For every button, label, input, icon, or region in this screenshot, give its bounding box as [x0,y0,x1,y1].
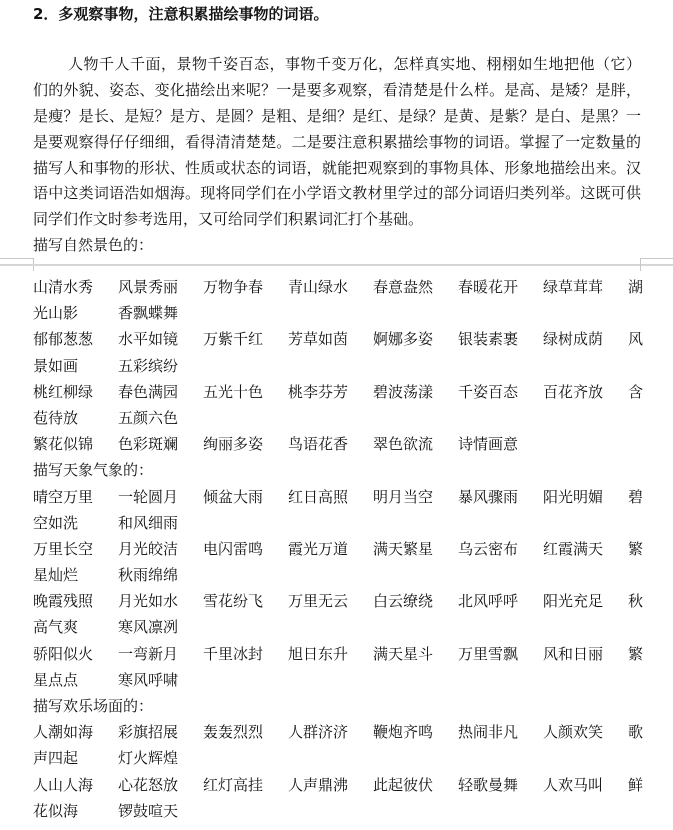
word-item: 水平如镜 [118,330,179,349]
word-item: 含 [628,382,644,401]
word-item: 歌 [628,723,644,742]
word-item: 星点点 [33,670,79,689]
word-row [33,431,653,457]
word-item: 暴风骤雨 [458,487,519,506]
word-row [33,588,653,614]
category-label: 描写自然景色的： [33,236,154,255]
word-item: 电闪雷鸣 [203,539,264,558]
word-item: 湖 [628,278,644,296]
word-item: 明月当空 [373,487,434,506]
word-item: 万里雪飘 [458,644,519,663]
word-item: 千里冰封 [203,644,264,663]
word-item: 骄阳似火 [33,644,94,663]
word-item: 声四起 [33,749,79,768]
word-item: 锣鼓喧天 [118,801,179,820]
word-item: 人群济济 [288,723,349,742]
word-item: 一弯新月 [118,644,179,663]
word-item: 雪花纷飞 [203,592,264,611]
word-item: 月光皎洁 [118,539,179,558]
word-row [33,798,653,824]
word-item: 五彩缤纷 [118,356,179,375]
word-item: 五颜六色 [118,408,179,427]
word-item: 绚丽多姿 [203,435,264,454]
word-item: 碧波荡漾 [373,382,434,401]
paragraph-line: 是瘦？是长、是短？是方、是圆？是粗、是细？是红、是绿？是黄、是紫？是白、是黑？一 [33,106,641,125]
word-item: 繁花似锦 [33,435,94,454]
word-item: 郁郁葱葱 [33,330,94,349]
word-row [33,405,653,431]
word-item: 秋雨绵绵 [118,566,179,585]
word-item: 倾盆大雨 [203,487,264,506]
word-item: 高气爽 [33,618,79,637]
word-item: 轰轰烈烈 [203,723,264,742]
word-item: 月光如水 [118,592,179,611]
word-item: 芳草如茵 [288,330,349,349]
word-item: 彩旗招展 [118,723,179,742]
word-item: 婀娜多姿 [373,330,434,349]
word-item: 桃红柳绿 [33,382,94,401]
word-row [33,274,653,300]
word-item: 山清水秀 [33,278,94,296]
word-item: 绿草茸茸 [543,278,604,296]
word-list [33,274,653,824]
word-item: 万里长空 [33,539,94,558]
word-item: 鸟语花香 [288,435,349,454]
category-label [33,693,653,719]
word-item: 鲜 [628,775,644,794]
word-item: 红日高照 [288,487,349,506]
word-item: 光山影 [33,304,79,323]
word-item: 碧 [628,487,644,506]
word-item: 秋 [628,592,644,611]
word-item: 青山绿水 [288,278,349,296]
paragraph-line: 描写人和事物的形状、性质或状态的词语，就能把观察到的事物具体、形象地描绘出来。汉 [33,158,641,177]
category-label-text: 描写欢乐场面的： [33,697,154,715]
word-item: 寒风呼啸 [118,670,179,689]
word-item: 人潮如海 [33,723,94,742]
word-item: 空如洗 [33,513,79,532]
word-row [33,536,653,562]
word-item: 鞭炮齐鸣 [373,723,434,742]
word-item: 春暖花开 [458,278,519,296]
paragraph-line: 人物千人千面，景物千姿百态，事物千变万化，怎样真实地、栩栩如生地把他（它） [68,55,641,73]
word-row [33,562,653,588]
word-item: 红灯高挂 [203,775,264,794]
word-item: 翠色欲流 [373,435,434,454]
word-item: 星灿烂 [33,566,79,585]
page-break-divider [0,264,673,266]
word-item: 霞光万道 [288,539,349,558]
word-item: 绿树成荫 [543,330,604,349]
word-item: 乌云密布 [458,539,519,558]
word-item: 色彩斑斓 [118,435,179,454]
word-item: 春色满园 [118,382,179,401]
word-item: 千姿百态 [458,382,519,401]
word-item: 北风呼呼 [458,592,519,611]
word-row [33,510,653,536]
word-item: 和风细雨 [118,513,179,532]
word-row [33,614,653,640]
word-item: 白云缭绕 [373,592,434,611]
word-item: 春意盎然 [373,278,434,296]
word-item: 晴空万里 [33,487,94,506]
word-item: 桃李芬芳 [288,382,349,401]
intro-paragraph [33,52,641,259]
word-item: 风和日丽 [543,644,604,663]
word-row [33,719,653,745]
word-item: 苞待放 [33,408,79,427]
word-item: 红霞满天 [543,539,604,558]
word-item: 阳光明媚 [543,487,604,506]
word-row [33,641,653,667]
word-item: 人欢马叫 [543,775,604,794]
word-row [33,326,653,352]
word-item: 晚霞残照 [33,592,94,611]
word-item: 此起彼伏 [373,775,434,794]
word-item: 繁 [628,644,644,663]
section-heading: 2．多观察事物，注意积累描绘事物的词语。 [33,5,329,23]
word-row [33,353,653,379]
word-row [33,745,653,771]
category-label [33,457,653,483]
word-item: 阳光充足 [543,592,604,611]
word-item: 风 [628,330,644,349]
word-item: 风景秀丽 [118,278,179,296]
word-row [33,300,653,326]
word-item: 人声鼎沸 [288,775,349,794]
page-corner-mark-right [640,258,673,271]
word-item: 灯火辉煌 [118,749,179,768]
word-item: 热闹非凡 [458,723,519,742]
word-item: 旭日东升 [288,644,349,663]
word-item: 满天繁星 [373,539,434,558]
word-item: 银装素裹 [458,330,519,349]
word-item: 百花齐放 [543,382,604,401]
word-row [33,484,653,510]
word-item: 景如画 [33,356,79,375]
word-item: 轻歌曼舞 [458,775,519,794]
paragraph-line: 是要观察得仔仔细细，看得清清楚楚。二是要注意积累描绘事物的词语。掌握了一定数量的 [33,132,641,151]
word-item: 人山人海 [33,775,94,794]
paragraph-line: 同学们作文时参考选用，又可给同学们积累词汇打个基础。 [33,210,424,229]
word-item: 繁 [628,539,644,558]
word-item: 五光十色 [203,382,264,401]
word-item: 诗情画意 [458,435,519,454]
word-item: 一轮圆月 [118,487,179,506]
word-row [33,379,653,405]
paragraph-line: 语中这类词语浩如烟海。现将同学们在小学语文教材里学过的部分词语归类列举。这既可供 [33,184,641,203]
word-item: 花似海 [33,801,79,820]
word-row [33,772,653,798]
paragraph-line: 们的外貌、姿态、变化描绘出来呢？一是要多观察，看清楚是什么样。是高、是矮？是胖， [33,80,641,99]
word-item: 满天星斗 [373,644,434,663]
word-item: 万里无云 [288,592,349,611]
word-item: 万物争春 [203,278,264,296]
category-label-text: 描写天象气象的： [33,461,154,480]
word-row [33,667,653,693]
word-item: 寒风凛冽 [118,618,179,637]
word-item: 心花怒放 [118,775,179,794]
word-item: 人颜欢笑 [543,723,604,742]
word-item: 万紫千红 [203,330,264,349]
word-item: 香飘蝶舞 [118,304,179,323]
